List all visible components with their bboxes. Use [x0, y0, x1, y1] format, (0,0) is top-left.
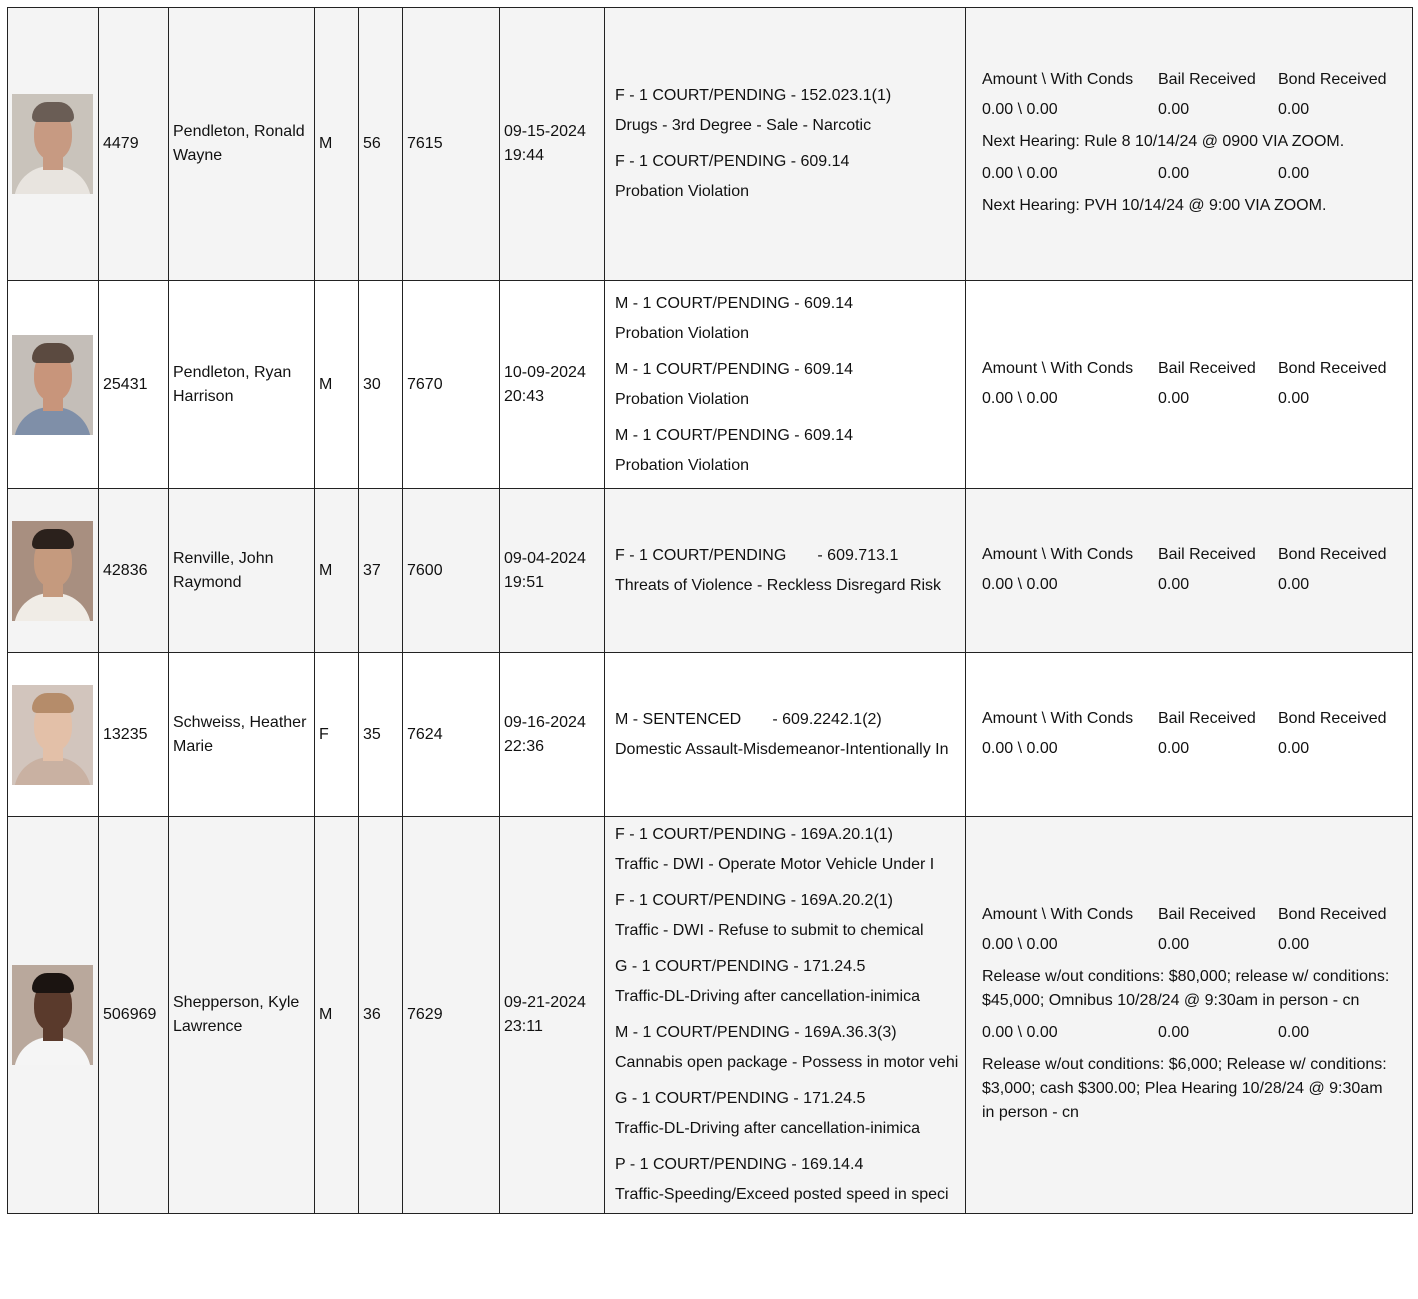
charges-cell [605, 281, 966, 489]
bail-header-row [982, 543, 1396, 567]
bail-cell [966, 8, 1413, 281]
bond-received: 0.00 [1278, 1024, 1310, 1041]
inmate-sex: M [315, 817, 359, 1214]
bond-received: 0.00 [1278, 389, 1310, 407]
charge-header: F - 1 COURT/PENDING - 609.14 [615, 153, 850, 170]
inmate-age: 37 [359, 489, 403, 653]
charge-description: Probation Violation [615, 456, 750, 474]
bail-cell [966, 281, 1413, 489]
charge-header: M - 1 COURT/PENDING - 609.14 [615, 426, 853, 444]
inmate-name[interactable]: Shepperson, Kyle Lawrence [169, 817, 315, 1214]
charge-item [615, 144, 959, 210]
bail-row [982, 933, 1396, 957]
booking-number: 7624 [403, 653, 500, 817]
hearing-note: Next Hearing: PVH 10/14/24 @ 9:00 VIA ZOOM. [982, 197, 1327, 214]
booking-datetime: 09-15-2024 19:44 [500, 8, 605, 281]
bail-amount: 0.00 \ 0.00 [982, 101, 1058, 118]
charges-cell [605, 489, 966, 653]
booking-datetime: 09-21-2024 23:11 [500, 817, 605, 1214]
photo-hair [32, 529, 74, 549]
bail-header-row [982, 357, 1396, 381]
amount-header: Amount \ With Conds [982, 359, 1134, 377]
bail-received: 0.00 [1158, 936, 1190, 953]
inmate-id: 4479 [99, 8, 169, 281]
bail-received: 0.00 [1158, 1024, 1190, 1041]
photo-hair [32, 343, 74, 363]
amount-header: Amount \ With Conds [982, 906, 1134, 923]
bail-block [970, 347, 1408, 423]
mugshot-photo[interactable] [12, 685, 93, 785]
bail-amount: 0.00 \ 0.00 [982, 575, 1058, 593]
bail-row [982, 1021, 1396, 1045]
charge-header: P - 1 COURT/PENDING - 169.14.4 [615, 1156, 864, 1173]
photo-hair [32, 102, 74, 122]
charge-description: Traffic - DWI - Operate Motor Vehicle Under I [615, 856, 935, 873]
bail-received: 0.00 [1158, 739, 1190, 757]
inmate-age: 56 [359, 8, 403, 281]
charges-cell [605, 817, 966, 1214]
charge-description: Probation Violation [615, 390, 750, 408]
bail-received: 0.00 [1158, 165, 1190, 182]
bail-amount: 0.00 \ 0.00 [982, 389, 1058, 407]
charge-item [615, 949, 959, 1015]
photo-hair [32, 973, 74, 993]
booking-number: 7615 [403, 8, 500, 281]
bail-row [982, 98, 1396, 122]
bail-received: 0.00 [1158, 389, 1190, 407]
bail-block [970, 533, 1408, 609]
charge-item [615, 352, 959, 418]
inmate-sex: M [315, 489, 359, 653]
mugshot-cell [8, 281, 99, 489]
inmate-sex: F [315, 653, 359, 817]
bail-amount: 0.00 \ 0.00 [982, 165, 1058, 182]
inmate-id: 13235 [99, 653, 169, 817]
charge-header: M - SENTENCED - 609.2242.1(2) [615, 710, 882, 728]
charges-cell [605, 8, 966, 281]
inmate-name[interactable]: Pendleton, Ronald Wayne [169, 8, 315, 281]
bond-received: 0.00 [1278, 101, 1310, 118]
table-row [8, 817, 1413, 1214]
charge-header: M - 1 COURT/PENDING - 609.14 [615, 294, 853, 312]
booking-datetime: 09-04-2024 19:51 [500, 489, 605, 653]
charge-header: F - 1 COURT/PENDING - 169A.20.2(1) [615, 892, 893, 909]
inmate-id: 25431 [99, 281, 169, 489]
charge-item [615, 1015, 959, 1081]
mugshot-cell [8, 8, 99, 281]
bail-block [970, 697, 1408, 773]
charge-header: F - 1 COURT/PENDING - 169A.20.1(1) [615, 826, 893, 843]
charge-header: F - 1 COURT/PENDING - 152.023.1(1) [615, 87, 892, 104]
booking-number: 7670 [403, 281, 500, 489]
charge-item [615, 702, 959, 768]
charge-item [615, 1147, 959, 1213]
bond-received-header: Bond Received [1278, 545, 1387, 563]
charge-header: M - 1 COURT/PENDING - 169A.36.3(3) [615, 1024, 897, 1041]
mugshot-cell [8, 489, 99, 653]
table-row [8, 653, 1413, 817]
mugshot-photo[interactable] [12, 521, 93, 621]
booking-number: 7629 [403, 817, 500, 1214]
amount-header: Amount \ With Conds [982, 71, 1134, 88]
inmate-age: 35 [359, 653, 403, 817]
bond-received: 0.00 [1278, 165, 1310, 182]
photo-hair [32, 693, 74, 713]
inmate-name[interactable]: Pendleton, Ryan Harrison [169, 281, 315, 489]
bail-header-row [982, 707, 1396, 731]
charge-header: G - 1 COURT/PENDING - 171.24.5 [615, 958, 866, 975]
table-row [8, 281, 1413, 489]
mugshot-cell [8, 817, 99, 1214]
booking-datetime: 09-16-2024 22:36 [500, 653, 605, 817]
charge-description: Domestic Assault-Misdemeanor-Intentionally In [615, 740, 949, 758]
bail-received-header: Bail Received [1158, 71, 1256, 88]
bail-row [982, 387, 1396, 411]
bail-amount: 0.00 \ 0.00 [982, 1024, 1058, 1041]
bail-cell [966, 817, 1413, 1214]
booking-number: 7600 [403, 489, 500, 653]
charge-item [615, 538, 959, 604]
charge-description: Threats of Violence - Reckless Disregard Risk [615, 576, 942, 594]
mugshot-photo[interactable] [12, 335, 93, 435]
charge-header: G - 1 COURT/PENDING - 171.24.5 [615, 1090, 866, 1107]
table-row [8, 8, 1413, 281]
charge-description: Cannabis open package - Possess in motor vehi [615, 1054, 959, 1071]
bail-amount: 0.00 \ 0.00 [982, 739, 1058, 757]
inmate-id: 42836 [99, 489, 169, 653]
table-row [8, 489, 1413, 653]
inmate-sex: M [315, 281, 359, 489]
bail-row [982, 737, 1396, 761]
bail-received: 0.00 [1158, 575, 1190, 593]
bail-amount: 0.00 \ 0.00 [982, 936, 1058, 953]
bail-row [982, 162, 1396, 186]
hearing-note: Release w/out conditions: $6,000; Release w/ conditions: $3,000; cash $300.00; Plea Hearing 10/28/24 @ 9:30am in person - cn [982, 1056, 1387, 1121]
charge-item [615, 418, 959, 484]
bond-received: 0.00 [1278, 575, 1310, 593]
inmate-id: 506969 [99, 817, 169, 1214]
bond-received: 0.00 [1278, 936, 1310, 953]
charge-item [615, 1081, 959, 1147]
bond-received-header: Bond Received [1278, 906, 1387, 923]
bond-received: 0.00 [1278, 739, 1310, 757]
bail-received-header: Bail Received [1158, 709, 1256, 727]
inmate-sex: M [315, 8, 359, 281]
bail-cell [966, 489, 1413, 653]
charge-description: Drugs - 3rd Degree - Sale - Narcotic [615, 117, 872, 134]
charge-description: Traffic-DL-Driving after cancellation-inimica [615, 1120, 920, 1137]
bond-received-header: Bond Received [1278, 359, 1387, 377]
bail-cell [966, 653, 1413, 817]
mugshot-cell [8, 653, 99, 817]
bail-received-header: Bail Received [1158, 545, 1256, 563]
hearing-note: Release w/out conditions: $80,000; release w/ conditions: $45,000; Omnibus 10/28/24 @ 9:30am in person - cn [982, 968, 1390, 1009]
charge-description: Probation Violation [615, 183, 750, 200]
hearing-note: Next Hearing: Rule 8 10/14/24 @ 0900 VIA ZOOM. [982, 133, 1345, 150]
mugshot-photo[interactable] [12, 965, 93, 1065]
bail-block [970, 58, 1408, 230]
amount-header: Amount \ With Conds [982, 545, 1134, 563]
inmate-name[interactable]: Schweiss, Heather Marie [169, 653, 315, 817]
bail-header-row [982, 68, 1396, 92]
charge-description: Probation Violation [615, 324, 750, 342]
charge-header: F - 1 COURT/PENDING - 609.713.1 [615, 546, 899, 564]
inmate-name[interactable]: Renville, John Raymond [169, 489, 315, 653]
inmate-roster-table [7, 7, 1413, 1214]
charge-header: M - 1 COURT/PENDING - 609.14 [615, 360, 853, 378]
booking-datetime: 10-09-2024 20:43 [500, 281, 605, 489]
mugshot-photo[interactable] [12, 94, 93, 194]
bail-received: 0.00 [1158, 101, 1190, 118]
bail-received-header: Bail Received [1158, 359, 1256, 377]
charge-item [615, 817, 959, 883]
amount-header: Amount \ With Conds [982, 709, 1134, 727]
charge-description: Traffic-Speeding/Exceed posted speed in speci [615, 1186, 949, 1203]
charge-item [615, 286, 959, 352]
bail-row [982, 573, 1396, 597]
charge-item [615, 78, 959, 144]
charges-cell [605, 653, 966, 817]
charge-description: Traffic - DWI - Refuse to submit to chemical [615, 922, 924, 939]
charge-item [615, 883, 959, 949]
bail-received-header: Bail Received [1158, 906, 1256, 923]
inmate-age: 30 [359, 281, 403, 489]
bail-header-row [982, 903, 1396, 927]
bond-received-header: Bond Received [1278, 709, 1387, 727]
inmate-age: 36 [359, 817, 403, 1214]
charge-description: Traffic-DL-Driving after cancellation-inimica [615, 988, 920, 1005]
bond-received-header: Bond Received [1278, 71, 1387, 88]
bail-block [970, 893, 1408, 1137]
